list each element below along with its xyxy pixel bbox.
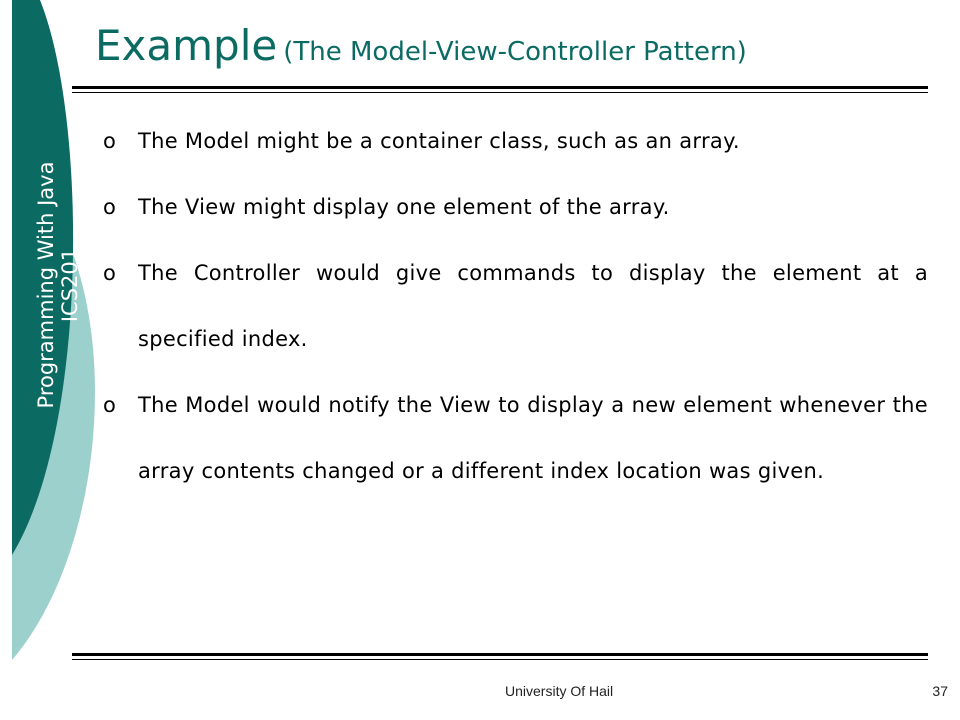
bullet-item [103, 372, 928, 504]
bullet-list [103, 108, 928, 504]
page-number: 37 [932, 683, 948, 699]
bullet-marker: o [103, 393, 117, 417]
bullet-text: The View might display one element of the array. [138, 195, 670, 219]
bullet-marker: o [103, 129, 117, 153]
bullet-text: The Model would notify the View to display a new element whenever the array contents changed or a different index location was given. [138, 393, 928, 483]
title-subtitle: (The Model-View-Controller Pattern) [283, 37, 747, 67]
title-divider-thin [72, 92, 928, 93]
title-divider-thick [72, 86, 928, 89]
course-side-label [34, 105, 82, 465]
bullet-marker: o [103, 195, 117, 219]
bullet-text: The Model might be a container class, such as an array. [138, 129, 740, 153]
footer-divider-thin [72, 659, 928, 660]
title-main: Example [95, 21, 278, 70]
slide-title [95, 18, 747, 80]
course-code: ICS201 [58, 247, 82, 323]
bullet-item [103, 240, 928, 372]
footer-institution: University Of Hail [505, 683, 614, 699]
bullet-item [103, 108, 928, 174]
course-name: Programming With Java [34, 161, 58, 409]
footer-divider-thick [72, 653, 928, 656]
bullet-marker: o [103, 261, 117, 285]
bullet-item [103, 174, 928, 240]
bullet-text: The Controller would give commands to display the element at a specified index. [138, 261, 928, 351]
